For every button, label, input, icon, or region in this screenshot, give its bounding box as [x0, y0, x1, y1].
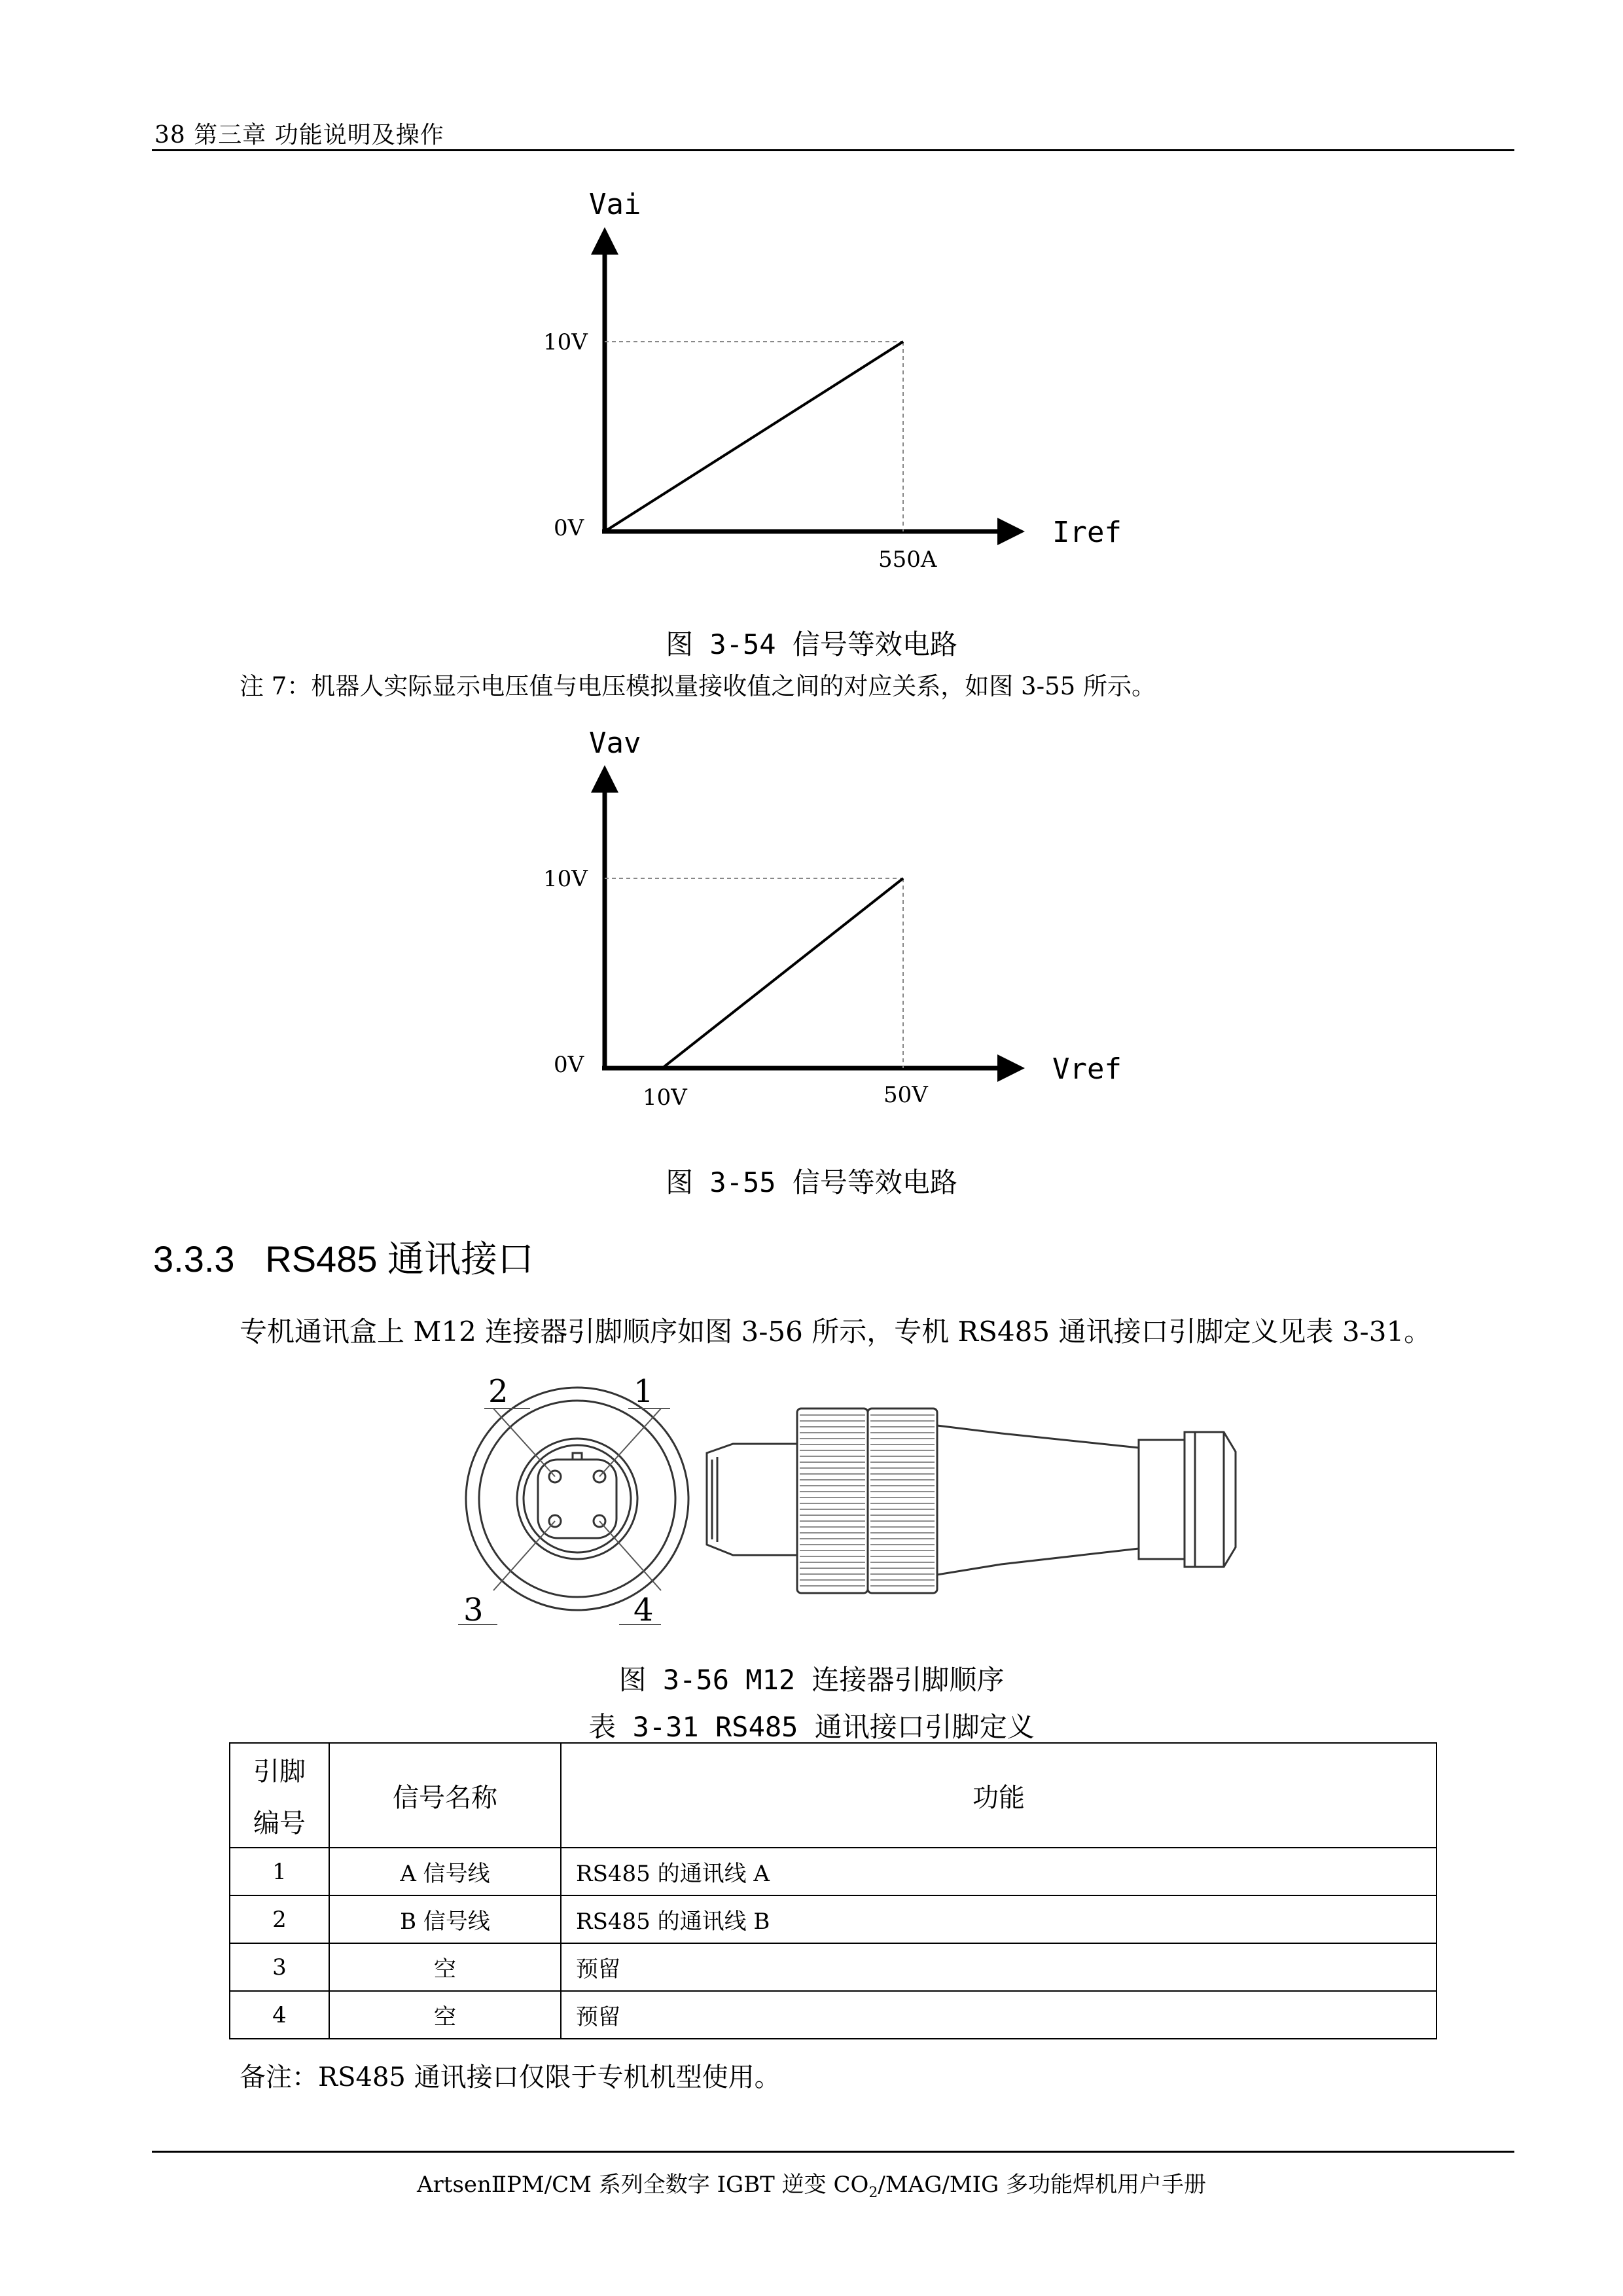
pin-label-2: 2: [488, 1373, 508, 1410]
header-function: 功能: [561, 1743, 1436, 1848]
table-row: [230, 1848, 1436, 1895]
fig2-xtick-50v: 50V: [883, 1082, 928, 1108]
table-row: [230, 1895, 1436, 1943]
header-pin-number: [230, 1743, 329, 1848]
section-title-text: RS485 通讯接口: [265, 1238, 535, 1280]
connector-front-view: [466, 1388, 688, 1610]
cell-signal: A 信号线: [329, 1848, 561, 1895]
footer-divider: [152, 2151, 1514, 2153]
pin-label-3: 3: [463, 1592, 484, 1628]
table-row: [230, 1943, 1436, 1991]
table-remark: 备注：RS485 通讯接口仅限于专机机型使用。: [240, 2062, 781, 2092]
connector-pins: [549, 1471, 605, 1527]
pin-definition-table: [229, 1742, 1437, 2039]
table-3-31-caption: 表 3-31 RS485 通讯接口引脚定义: [588, 1711, 1035, 1743]
fig2-series-line: [662, 878, 903, 1068]
header-signal-name: 信号名称: [329, 1743, 561, 1848]
cell-function: RS485 的通讯线 B: [561, 1895, 1436, 1943]
fig1-ytick-0v: 0V: [554, 515, 584, 541]
section-number: 3.3.3: [153, 1238, 235, 1280]
cell-pin: 4: [230, 1991, 329, 2039]
cell-pin: 1: [230, 1848, 329, 1895]
connector-side-view: [707, 1408, 1236, 1593]
fig2-y-label: Vav: [589, 726, 641, 760]
fig1-y-label: Vai: [589, 188, 641, 221]
m12-connector-figure: [0, 1368, 1623, 1643]
pin-label-4: 4: [633, 1592, 654, 1628]
header-pin-line2: 编号: [253, 1808, 306, 1839]
figure-3-55-caption: 图 3-55 信号等效电路: [666, 1166, 957, 1198]
fig1-x-label: Iref: [1052, 516, 1122, 549]
footer-subscript: 2: [868, 2184, 878, 2201]
fig1-ytick-10v: 10V: [543, 329, 588, 355]
page-header: 38 第三章 功能说明及操作: [154, 122, 444, 149]
fig2-xtick-10v: 10V: [643, 1085, 687, 1111]
fig2-x-label: Vref: [1052, 1052, 1122, 1086]
cell-function: RS485 的通讯线 A: [561, 1848, 1436, 1895]
fig2-ytick-10v: 10V: [543, 866, 588, 892]
figure-3-54-caption: 图 3-54 信号等效电路: [666, 628, 957, 660]
cell-function: 预留: [561, 1991, 1436, 2039]
fig1-xtick-550a: 550A: [878, 547, 937, 573]
header-pin-line1: 引脚: [253, 1757, 306, 1787]
section-title: [153, 1230, 534, 1283]
table-row: [230, 1991, 1436, 2039]
cell-pin: 3: [230, 1943, 329, 1991]
fig2-ytick-0v: 0V: [554, 1052, 584, 1078]
note-7: 注 7：机器人实际显示电压值与电压模拟量接收值之间的对应关系，如图 3-55 所示。: [240, 672, 1156, 700]
cell-function: 预留: [561, 1943, 1436, 1991]
cell-signal: 空: [329, 1943, 561, 1991]
pin-label-1: 1: [633, 1373, 654, 1410]
cell-pin: 2: [230, 1895, 329, 1943]
intro-paragraph: 专机通讯盒上 M12 连接器引脚顺序如图 3-56 所示，专机 RS485 通讯接口引脚定义见表 3-31。: [240, 1316, 1432, 1348]
footer-prefix: ArtsenⅡPM/CM 系列全数字 IGBT 逆变 CO: [416, 2172, 869, 2198]
table-header-row: [230, 1743, 1436, 1848]
page-footer: [0, 2166, 1623, 2201]
footer-suffix: /MAG/MIG 多功能焊机用户手册: [878, 2172, 1207, 2198]
cell-signal: 空: [329, 1991, 561, 2039]
cell-signal: B 信号线: [329, 1895, 561, 1943]
figure-3-56-caption: 图 3-56 M12 连接器引脚顺序: [618, 1664, 1005, 1696]
